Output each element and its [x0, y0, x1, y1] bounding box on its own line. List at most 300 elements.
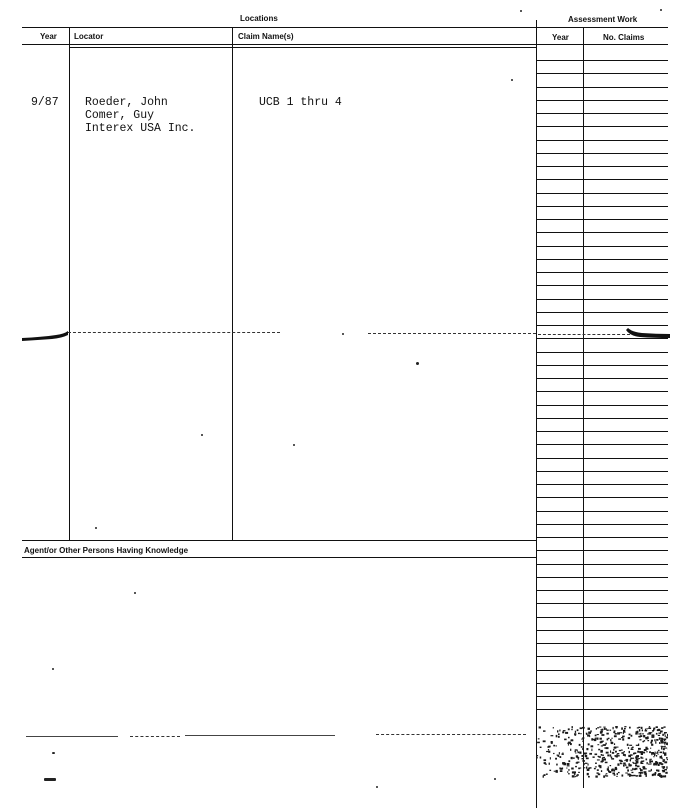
scan-speck [494, 778, 496, 780]
noise-dot [664, 754, 666, 756]
column-header-year: Year [40, 32, 57, 41]
assessment-row-rule [536, 643, 668, 644]
noise-dot [667, 734, 668, 736]
noise-dot [605, 743, 606, 745]
noise-dot [570, 749, 571, 751]
noise-dot [602, 755, 604, 756]
entry-locator-3: Interex USA Inc. [85, 122, 196, 135]
noise-dot [593, 756, 595, 758]
assessment-row-rule [536, 312, 668, 313]
noise-dot [582, 737, 584, 738]
noise-dot [635, 733, 637, 735]
locations-bottom-rule [22, 540, 537, 541]
noise-dot [614, 735, 617, 737]
noise-dot [580, 727, 583, 729]
assessment-row-rule [536, 325, 668, 326]
noise-dot [607, 754, 609, 756]
noise-dot [663, 761, 665, 762]
noise-dot [613, 732, 615, 733]
noise-dot [568, 728, 570, 730]
noise-dot [634, 768, 636, 770]
assessment-row-rule [536, 471, 668, 472]
noise-dot [645, 747, 647, 749]
noise-dot [582, 738, 583, 740]
assessment-row-rule [536, 418, 668, 419]
noise-dot [661, 755, 662, 757]
noise-dot [650, 748, 651, 749]
noise-dot [586, 758, 589, 760]
noise-dot [597, 744, 599, 745]
bottom-rule-2 [130, 736, 180, 737]
scan-speck [416, 362, 419, 365]
assessment-row-rule [536, 670, 668, 671]
noise-dot [666, 757, 668, 759]
noise-dot [579, 744, 581, 746]
noise-dot [602, 758, 603, 760]
noise-dot [556, 735, 558, 737]
column-header-aw-year: Year [552, 33, 569, 42]
noise-dot [631, 735, 633, 737]
noise-dot [554, 771, 556, 772]
noise-dot [651, 740, 653, 742]
noise-dot [630, 759, 631, 761]
assessment-row-rule [536, 272, 668, 273]
noise-dot [582, 727, 585, 729]
noise-dot [560, 756, 562, 758]
noise-dot [653, 756, 654, 757]
noise-dot [609, 754, 611, 756]
noise-dot [602, 729, 604, 731]
noise-dot [628, 737, 630, 739]
noise-dot [634, 763, 636, 764]
assessment-row-rule [536, 617, 668, 618]
assessment-row-rule [536, 299, 668, 300]
noise-dot [643, 760, 644, 761]
noise-dot [598, 749, 600, 751]
noise-dot [614, 743, 615, 745]
assessment-row-rule [536, 285, 668, 286]
noise-dot [644, 740, 646, 741]
noise-dot [568, 743, 569, 745]
noise-dot [617, 773, 618, 775]
noise-dot [624, 728, 626, 729]
noise-dot [550, 757, 551, 759]
noise-dot [573, 771, 576, 773]
noise-dot [603, 758, 606, 760]
noise-dot [582, 748, 584, 750]
noise-dot [609, 771, 611, 773]
noise-dot [616, 754, 618, 755]
noise-dot [659, 742, 660, 744]
noise-dot [646, 728, 648, 729]
fold-line-left [68, 332, 280, 333]
assessment-row-rule [536, 113, 668, 114]
noise-dot [572, 726, 573, 728]
noise-dot [623, 730, 625, 732]
noise-dot [661, 766, 663, 767]
noise-dot [556, 764, 558, 766]
noise-dot [574, 733, 576, 735]
noise-dot [555, 758, 557, 760]
noise-dot [588, 764, 589, 766]
noise-dot [562, 731, 564, 733]
noise-dot [625, 754, 626, 756]
noise-dot [584, 767, 586, 768]
noise-dot [635, 760, 636, 761]
scan-speck [520, 10, 522, 12]
noise-dot [660, 776, 662, 778]
noise-dot [597, 769, 599, 771]
entry-locator-2: Comer, Guy [85, 109, 155, 122]
noise-dot [567, 771, 568, 772]
noise-dot [636, 776, 638, 777]
scan-speck [660, 9, 662, 11]
noise-dot [567, 765, 570, 766]
noise-dot [595, 735, 597, 737]
noise-dot [666, 743, 668, 745]
noise-dot [589, 767, 591, 768]
assessment-row-rule [536, 378, 668, 379]
noise-dot [565, 732, 568, 734]
noise-dot [568, 760, 570, 762]
noise-dot [651, 769, 652, 771]
noise-dot [567, 763, 570, 765]
assessment-row-rule [536, 232, 668, 233]
noise-dot [619, 732, 622, 733]
assessment-row-rule [536, 219, 668, 220]
noise-dot [572, 775, 575, 777]
noise-dot [664, 742, 667, 744]
noise-dot [646, 775, 647, 777]
noise-dot [623, 732, 624, 734]
noise-dot [639, 772, 642, 774]
noise-dot [611, 738, 612, 739]
noise-dot [621, 752, 624, 754]
noise-dot [661, 738, 663, 740]
noise-dot [640, 735, 643, 737]
noise-dot [629, 763, 630, 765]
noise-dot [635, 756, 637, 758]
noise-dot [662, 757, 663, 759]
fold-mark-left [22, 328, 70, 342]
noise-dot [582, 760, 585, 762]
noise-dot [638, 758, 640, 759]
noise-dot [571, 757, 573, 759]
noise-dot [540, 747, 542, 748]
noise-dot [605, 762, 608, 764]
locator-column-divider [69, 28, 70, 540]
noise-dot [578, 752, 580, 754]
noise-dot [591, 738, 593, 740]
noise-dot [548, 749, 549, 750]
noise-dot [587, 769, 590, 771]
noise-dot [539, 726, 541, 728]
assessment-row-rule [536, 166, 668, 167]
noise-dot [591, 749, 592, 752]
noise-dot [664, 726, 666, 727]
noise-dot [623, 763, 626, 765]
noise-dot [658, 750, 660, 751]
noise-dot [610, 739, 611, 741]
scan-speck [511, 79, 513, 81]
noise-dot [597, 738, 599, 740]
noise-dot [621, 727, 623, 729]
noise-dot [566, 768, 567, 769]
assessment-row-rule [536, 179, 668, 180]
noise-dot [611, 757, 613, 759]
noise-dot [631, 758, 634, 759]
noise-dot [575, 751, 576, 753]
noise-dot [627, 744, 629, 746]
assessment-row-rule [536, 590, 668, 591]
assessment-row-rule [536, 458, 668, 459]
assessment-row-rule [536, 577, 668, 578]
noise-dot [558, 755, 560, 757]
noise-dot [610, 730, 612, 731]
noise-dot [576, 755, 578, 757]
noise-dot [663, 739, 666, 741]
noise-dot [655, 772, 657, 774]
assessment-row-rule [536, 564, 668, 565]
noise-dot [557, 730, 558, 732]
noise-dot [622, 736, 625, 738]
noise-dot [611, 758, 614, 760]
noise-dot [601, 734, 604, 736]
noise-dot [649, 751, 651, 753]
noise-dot [606, 747, 609, 749]
scan-speck [293, 444, 295, 446]
entry-locator-1: Roeder, John [85, 96, 168, 109]
assessment-row-rule [536, 87, 668, 88]
noise-dot [598, 765, 600, 767]
noise-dot [627, 769, 629, 771]
noise-dot [615, 733, 617, 735]
noise-dot [576, 775, 577, 777]
noise-dot [655, 741, 656, 743]
noise-dot [662, 763, 664, 765]
noise-dot [548, 746, 551, 747]
column-header-aw-no-claims: No. Claims [603, 33, 645, 42]
noise-dot [667, 759, 668, 760]
noise-dot [655, 761, 657, 763]
noise-dot [650, 732, 652, 733]
noise-dot [561, 768, 563, 770]
noise-dot [560, 770, 563, 772]
noise-dot [614, 747, 617, 749]
assessment-left-divider [536, 20, 537, 808]
noise-dot [548, 751, 550, 753]
noise-dot [600, 731, 603, 734]
noise-dot [664, 732, 667, 733]
noise-dot [611, 769, 613, 771]
noise-dot [629, 751, 630, 753]
noise-dot [600, 738, 602, 740]
noise-dot [618, 772, 620, 773]
assessment-row-rule [536, 550, 668, 551]
noise-dot [616, 776, 617, 777]
noise-dot [639, 729, 640, 731]
assessment-row-rule [536, 603, 668, 604]
noise-dot [595, 763, 597, 765]
noise-dot [661, 746, 663, 747]
noise-dot [630, 765, 631, 766]
noise-dot [559, 767, 560, 769]
noise-dot [630, 754, 633, 756]
noise-dot [641, 753, 643, 756]
noise-dot [631, 749, 634, 750]
noise-dot [597, 734, 599, 735]
noise-dot [546, 774, 548, 775]
noise-dot [656, 739, 658, 741]
noise-dot [575, 776, 576, 777]
noise-dot [553, 745, 555, 747]
noise-dot [625, 773, 628, 774]
noise-dot [657, 729, 660, 731]
noise-dot [540, 757, 542, 759]
noise-dot [659, 774, 661, 777]
form-top-rule [22, 27, 668, 28]
noise-dot [629, 734, 631, 736]
noise-dot [647, 736, 648, 737]
noise-dot [652, 774, 654, 776]
noise-dot [586, 767, 587, 769]
noise-dot [578, 772, 580, 773]
scan-speck [52, 668, 54, 670]
noise-dot [663, 759, 666, 761]
noise-dot [584, 753, 587, 755]
noise-dot [631, 775, 634, 776]
noise-dot [595, 754, 598, 756]
header-bottom-rule-2 [70, 47, 536, 48]
noise-dot [626, 759, 628, 761]
noise-dot [568, 769, 569, 771]
noise-dot [647, 762, 648, 764]
noise-dot [622, 775, 624, 777]
noise-dot [658, 733, 661, 734]
assessment-work-heading: Assessment Work [568, 15, 638, 24]
noise-dot [559, 730, 560, 732]
noise-dot [638, 748, 641, 750]
noise-dot [653, 735, 654, 738]
noise-dot [604, 728, 607, 729]
noise-dot [599, 727, 601, 728]
noise-dot [595, 766, 597, 767]
noise-dot [664, 748, 667, 749]
noise-dot [556, 772, 558, 773]
assessment-row-rule [536, 193, 668, 194]
assessment-row-rule [536, 405, 668, 406]
scan-speck [342, 333, 344, 335]
noise-dot [597, 727, 599, 728]
noise-dot [603, 744, 606, 746]
scan-speck [134, 592, 136, 594]
bottom-rule-1 [26, 736, 118, 737]
noise-dot [638, 733, 641, 734]
header-bottom-rule [22, 44, 668, 45]
noise-dot [582, 758, 585, 759]
noise-dot [593, 739, 596, 740]
noise-dot [646, 759, 648, 761]
noise-dot [606, 733, 608, 735]
noise-dot [648, 770, 651, 771]
noise-dot [575, 749, 578, 750]
assessment-row-rule [536, 206, 668, 207]
noise-dot [640, 762, 642, 764]
noise-dot [600, 750, 603, 752]
noise-dot [630, 757, 631, 759]
noise-dot [617, 763, 619, 765]
noise-dot [621, 750, 623, 751]
noise-dot [662, 775, 665, 777]
noise-dot [640, 769, 643, 771]
noise-dot [659, 762, 662, 764]
noise-dot [651, 744, 653, 746]
noise-dot [631, 747, 633, 748]
noise-dot [651, 759, 652, 760]
noise-dot [623, 765, 625, 767]
fold-line-right [368, 333, 536, 334]
noise-dot [583, 763, 585, 765]
noise-dot [563, 730, 566, 731]
noise-dot [644, 768, 647, 769]
noise-dot [638, 727, 640, 728]
noise-dot [629, 774, 631, 775]
noise-dot [605, 747, 606, 749]
noise-dot [664, 733, 665, 734]
noise-dot [662, 770, 665, 772]
noise-dot [607, 738, 609, 740]
fold-line-assessment [538, 334, 630, 335]
noise-dot [607, 768, 609, 771]
assessment-row-rule [536, 153, 668, 154]
noise-dot [585, 755, 587, 757]
noise-dot [615, 751, 617, 753]
noise-dot [660, 731, 663, 733]
assessment-mid-divider [583, 28, 584, 788]
noise-dot [635, 764, 637, 766]
noise-dot [625, 764, 626, 766]
noise-dot [611, 742, 613, 744]
noise-dot [564, 739, 567, 741]
assessment-row-rule [536, 60, 668, 61]
noise-dot [575, 766, 577, 767]
assessment-row-rule [536, 709, 668, 710]
noise-dot [623, 754, 625, 756]
assessment-row-rule [536, 696, 668, 697]
column-header-locator: Locator [74, 32, 104, 41]
noise-dot [664, 746, 666, 747]
noise-dot [571, 739, 573, 741]
noise-dot [571, 729, 572, 730]
noise-dot [656, 755, 657, 757]
noise-dot [618, 738, 621, 739]
noise-dot [610, 765, 612, 766]
noise-dot [581, 746, 583, 748]
assessment-row-rule [536, 259, 668, 260]
assessment-row-rule [536, 365, 668, 366]
noise-dot [650, 742, 651, 743]
noise-dot [642, 733, 643, 735]
noise-dot [610, 750, 611, 752]
noise-dot [666, 766, 667, 769]
noise-dot [639, 739, 641, 740]
noise-dot [660, 752, 663, 754]
agent-heading: Agent/or Other Persons Having Knowledge [24, 546, 189, 555]
noise-dot [629, 745, 632, 746]
noise-dot [543, 775, 544, 777]
noise-dot [666, 737, 668, 739]
assessment-row-rule [536, 391, 668, 392]
